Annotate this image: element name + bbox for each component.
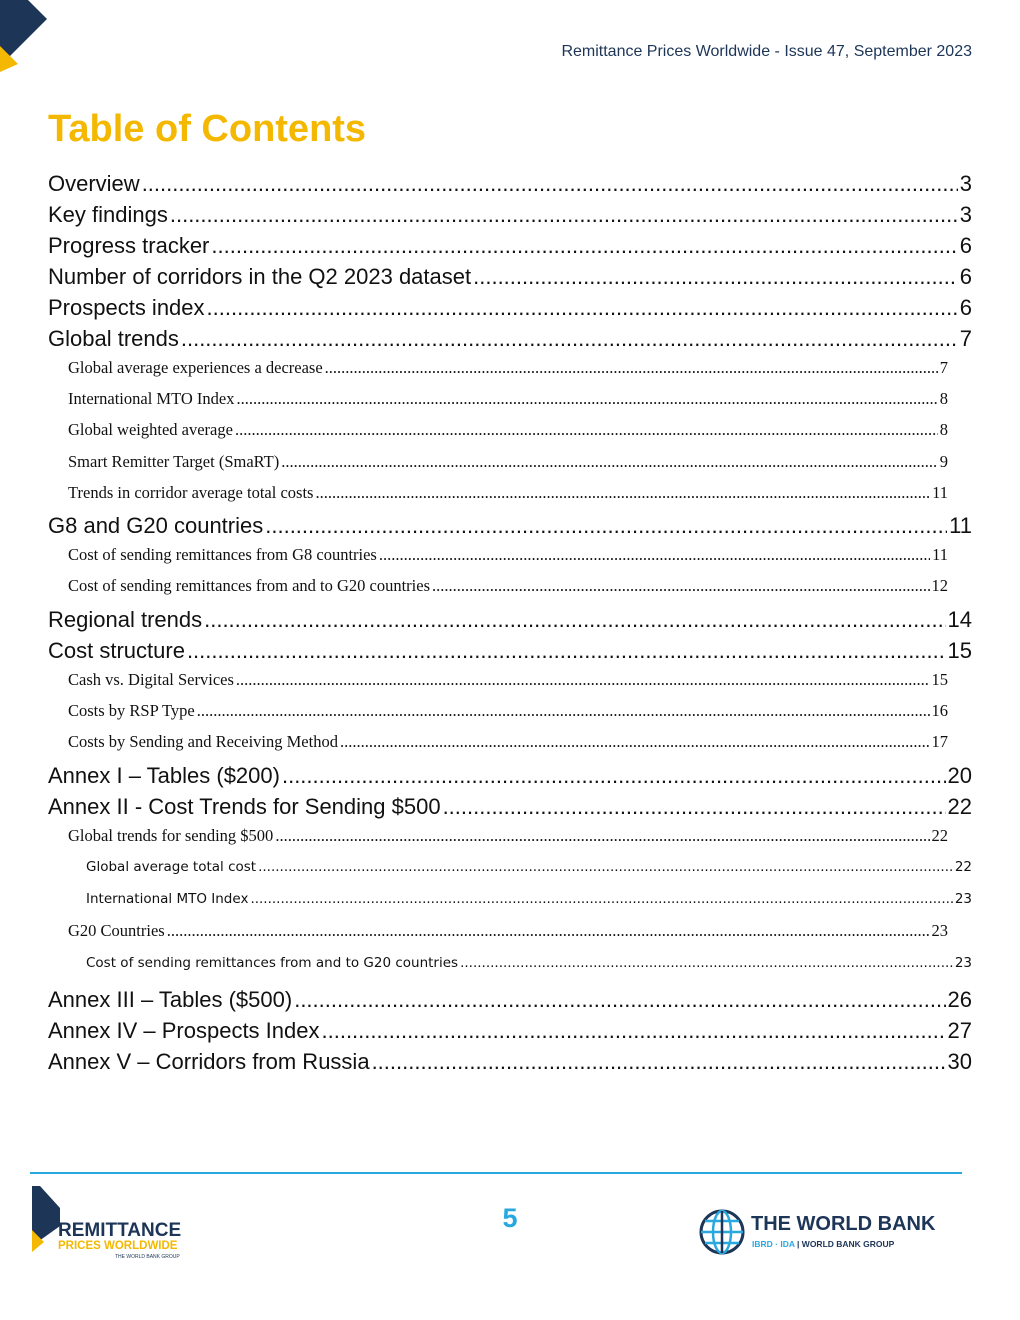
toc-entry-page: 9	[939, 451, 948, 471]
toc-entry-page: 7	[959, 326, 972, 351]
toc-entry-label: Cost of sending remittances from and to G20 countries	[68, 576, 431, 596]
toc-leader	[236, 389, 937, 409]
rpw-logo-line1: REMITTANCE	[58, 1220, 182, 1241]
toc-entry[interactable]	[48, 197, 972, 228]
toc-entry[interactable]	[48, 259, 972, 290]
toc-entry-label: Global average experiences a decrease	[68, 357, 323, 377]
toc-entry[interactable]	[48, 508, 972, 539]
toc-leader	[325, 358, 938, 378]
toc-entry-label: Global average total cost	[86, 859, 257, 876]
toc-entry-label: Cash vs. Digital Services	[68, 669, 234, 689]
toc-title: Table of Contents	[48, 108, 367, 150]
toc-leader	[372, 1049, 946, 1075]
toc-leader	[181, 326, 958, 352]
toc-entry-page: 12	[931, 576, 948, 596]
toc-leader	[204, 607, 945, 633]
toc-entry-label: Annex I – Tables ($200)	[48, 762, 280, 788]
toc-entry-label: Cost structure	[48, 638, 185, 664]
toc-entry-label: Costs by Sending and Receiving Method	[68, 732, 338, 752]
toc-leader	[258, 859, 953, 875]
page-number: 5	[502, 1203, 518, 1233]
toc-leader	[443, 794, 946, 820]
toc-entry-page: 22	[954, 859, 972, 876]
toc-entry-page: 23	[931, 920, 948, 940]
toc-entry[interactable]	[48, 321, 972, 352]
toc-entry-label: Key findings	[48, 202, 168, 227]
world-bank-logo	[698, 1208, 948, 1260]
toc-entry[interactable]	[48, 1044, 972, 1075]
toc-leader	[460, 955, 953, 971]
toc-entry-page: 11	[949, 513, 972, 539]
toc-entry[interactable]	[48, 758, 972, 789]
toc-entry-label: Smart Remitter Target (SmaRT)	[68, 451, 280, 471]
running-header: Remittance Prices Worldwide - Issue 47, September 2023	[561, 43, 972, 60]
toc-subentry[interactable]	[48, 695, 948, 726]
toc-entry-label: Progress tracker	[48, 233, 210, 258]
toc-entry-label: Annex V – Corridors from Russia	[48, 1048, 370, 1074]
toc-entry[interactable]	[48, 1013, 972, 1044]
toc-subsubentry[interactable]	[48, 883, 972, 915]
toc-subsubentry[interactable]	[48, 947, 972, 979]
toc-entry-page: 27	[947, 1017, 972, 1043]
toc-leader	[235, 420, 938, 440]
toc-entry-page: 8	[939, 420, 948, 440]
toc-entry-page: 3	[959, 202, 972, 227]
toc-entry-page: 6	[959, 233, 972, 258]
toc-entry[interactable]	[48, 633, 972, 664]
toc-entry-label: Cost of sending remittances from and to G20 countries	[86, 954, 459, 971]
toc-leader	[340, 732, 930, 752]
corner-decoration	[0, 0, 50, 75]
wb-sub-group: WORLD BANK GROUP	[801, 1239, 895, 1249]
toc-entry-label: Annex II - Cost Trends for Sending $500	[48, 793, 441, 819]
toc-leader	[379, 545, 930, 565]
toc-entry-page: 6	[959, 264, 972, 289]
toc-leader	[187, 638, 946, 664]
toc-entry-page: 26	[947, 986, 972, 1012]
toc-entry-label: Annex III – Tables ($500)	[48, 986, 293, 1012]
toc-subentry[interactable]	[48, 446, 948, 477]
toc-entry[interactable]	[48, 982, 972, 1013]
toc-entry-page: 23	[954, 954, 972, 971]
toc-entry-page: 6	[959, 295, 972, 320]
toc-entry-label: Trends in corridor average total costs	[68, 482, 314, 502]
toc-entry-label: Cost of sending remittances from G8 countries	[68, 545, 377, 565]
toc-entry-page: 15	[947, 638, 972, 664]
toc-leader	[432, 576, 929, 596]
toc-entry-label: Global trends	[48, 326, 179, 351]
toc-subentry[interactable]	[48, 664, 948, 695]
world-bank-title: THE WORLD BANK	[751, 1213, 936, 1235]
toc-leader	[236, 670, 930, 690]
wb-sub-separator: |	[797, 1239, 800, 1249]
wb-sub-ibrd: IBRD · IDA	[752, 1239, 795, 1249]
toc-entry-label: Regional trends	[48, 607, 203, 633]
toc-entry[interactable]	[48, 166, 972, 197]
toc-leader	[282, 763, 946, 789]
toc-entry-page: 7	[939, 357, 948, 377]
world-bank-subtitle	[752, 1239, 894, 1249]
toc-entry-page: 14	[947, 607, 972, 633]
toc-entry-page: 22	[931, 825, 948, 845]
toc-entry[interactable]	[48, 228, 972, 259]
toc-entry-label: International MTO Index	[86, 891, 249, 908]
toc-subentry[interactable]	[48, 539, 948, 570]
toc-subentry[interactable]	[48, 915, 948, 946]
toc-entry[interactable]	[48, 789, 972, 820]
toc-entry-page: 15	[931, 669, 948, 689]
rpw-logo-line3: THE WORLD BANK GROUP	[115, 1254, 180, 1260]
toc-entry-label: Costs by RSP Type	[68, 701, 195, 721]
toc-entry-page: 17	[931, 732, 948, 752]
toc-leader	[197, 701, 930, 721]
globe-icon	[698, 1208, 746, 1256]
toc-leader	[207, 295, 958, 321]
toc-subentry[interactable]	[48, 571, 948, 602]
toc-leader	[211, 233, 957, 259]
toc-leader	[265, 513, 947, 539]
toc-leader	[473, 264, 958, 290]
toc-entry-label: G20 Countries	[68, 920, 165, 940]
toc-leader	[315, 483, 930, 503]
toc-entry-label: G8 and G20 countries	[48, 513, 264, 539]
toc-entry-label: Global trends for sending $500	[68, 825, 274, 845]
toc-subsubentry[interactable]	[48, 851, 972, 883]
toc-leader	[281, 452, 938, 472]
rpw-logo-line2: PRICES WORLDWIDE	[58, 1240, 178, 1252]
footer-divider	[30, 1172, 962, 1174]
toc-entry-label: Prospects index	[48, 295, 205, 320]
table-of-contents	[48, 166, 972, 1075]
toc-entry-label: Global weighted average	[68, 420, 233, 440]
toc-entry-label: Number of corridors in the Q2 2023 dataset	[48, 264, 472, 289]
toc-entry-page: 11	[932, 482, 948, 502]
toc-leader	[142, 171, 958, 197]
toc-entry-page: 3	[959, 171, 972, 196]
toc-entry-label: International MTO Index	[68, 388, 235, 408]
toc-leader	[275, 826, 929, 846]
toc-entry-page: 16	[931, 701, 948, 721]
toc-entry-page: 8	[939, 388, 948, 408]
toc-entry[interactable]	[48, 290, 972, 321]
toc-subentry[interactable]	[48, 415, 948, 446]
toc-leader	[250, 891, 952, 907]
toc-subentry[interactable]	[48, 383, 948, 414]
toc-entry-page: 11	[932, 545, 948, 565]
toc-entry-label: Annex IV – Prospects Index	[48, 1017, 320, 1043]
toc-entry[interactable]	[48, 602, 972, 633]
toc-leader	[322, 1018, 946, 1044]
toc-entry-page: 23	[954, 891, 972, 908]
toc-entry-page: 20	[947, 762, 972, 788]
toc-entry-page: 22	[947, 793, 972, 819]
toc-entry-label: Overview	[48, 171, 140, 196]
toc-subentry[interactable]	[48, 352, 948, 383]
toc-leader	[167, 921, 930, 941]
toc-subentry[interactable]	[48, 820, 948, 851]
toc-leader	[170, 202, 958, 228]
toc-leader	[294, 987, 945, 1013]
toc-subentry[interactable]	[48, 727, 948, 758]
toc-entry-page: 30	[947, 1048, 972, 1074]
toc-subentry[interactable]	[48, 477, 948, 508]
